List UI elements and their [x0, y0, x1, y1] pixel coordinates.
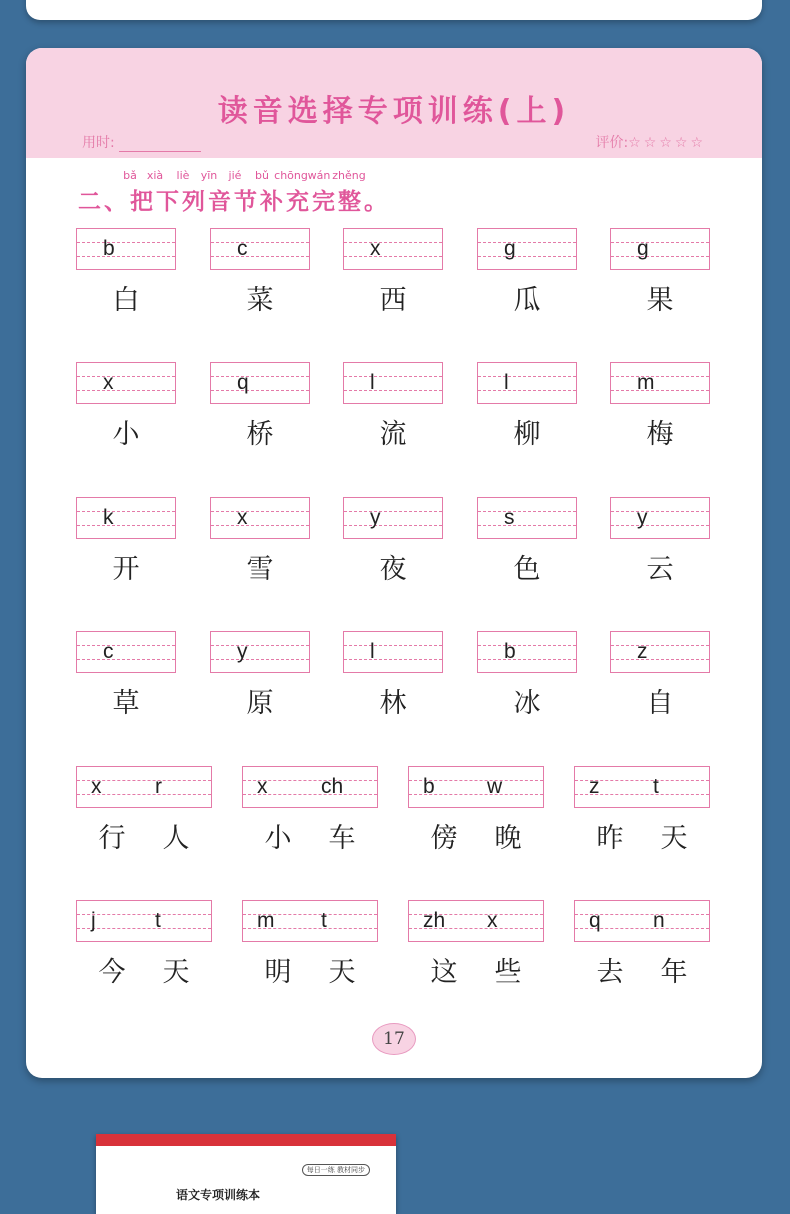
pinyin-writing-box[interactable] [610, 631, 710, 673]
chinese-character: 小 [264, 823, 292, 854]
chinese-character: 白 [112, 285, 140, 316]
syllable-initial: s [504, 506, 515, 529]
chinese-character: 桥 [246, 419, 274, 450]
chinese-character: 流 [379, 419, 407, 450]
page-number: 17 [372, 1023, 416, 1055]
writing-guide-line [344, 645, 442, 646]
chinese-character: 今 [98, 957, 126, 988]
writing-guide-line [611, 242, 709, 243]
chinese-character: 晚 [494, 823, 522, 854]
chinese-character: 去 [596, 957, 624, 988]
writing-guide-line [77, 914, 211, 915]
pinyin-writing-box[interactable] [76, 362, 176, 404]
syllable-initial: x [370, 237, 381, 260]
writing-guide-line [478, 390, 576, 391]
pinyin-writing-box[interactable] [210, 362, 310, 404]
instruction-pinyin-syllable: bǔ [255, 169, 269, 182]
chinese-character: 雪 [246, 554, 274, 585]
chinese-character: 果 [646, 285, 674, 316]
pinyin-writing-box[interactable] [574, 766, 710, 808]
rating-label: 评价: [595, 135, 629, 151]
syllable-initial: q [237, 371, 249, 394]
page-title: 读音选择专项训练(上) [217, 94, 571, 129]
chinese-character: 人 [162, 823, 190, 854]
syllable-initial: x [257, 775, 268, 798]
pinyin-writing-box[interactable] [210, 228, 310, 270]
chinese-character: 夜 [379, 554, 407, 585]
writing-guide-line [344, 256, 442, 257]
syllable-initial: j [91, 909, 96, 932]
writing-guide-line [211, 390, 309, 391]
instruction-pinyin-syllable: xià [146, 169, 164, 182]
chinese-character: 年 [660, 957, 688, 988]
pinyin-writing-box[interactable] [343, 228, 443, 270]
syllable-initial: m [637, 371, 655, 394]
pinyin-writing-box[interactable] [76, 766, 212, 808]
chinese-character: 这 [430, 957, 458, 988]
time-label: 用时: [82, 135, 115, 151]
book-cover-red-band [96, 1134, 396, 1146]
pinyin-writing-box[interactable] [477, 362, 577, 404]
writing-guide-line [478, 645, 576, 646]
writing-guide-line [344, 390, 442, 391]
writing-guide-line [77, 525, 175, 526]
book-cover-title: 语文专项训练本 [176, 1188, 261, 1202]
writing-guide-line [344, 242, 442, 243]
writing-guide-line [77, 511, 175, 512]
pinyin-writing-box[interactable] [343, 631, 443, 673]
writing-guide-line [478, 376, 576, 377]
syllable-initial: b [423, 775, 435, 798]
chinese-character: 天 [660, 823, 688, 854]
chinese-character: 些 [494, 957, 522, 988]
instruction-pinyin-syllable: liè [176, 169, 190, 182]
syllable-initial: zh [423, 909, 446, 932]
writing-guide-line [211, 511, 309, 512]
instruction-pinyin-syllable: bǎ [123, 169, 137, 182]
syllable-initial: r [155, 775, 162, 798]
chinese-character: 自 [646, 688, 674, 719]
syllable-initial: k [103, 506, 114, 529]
pinyin-writing-box[interactable] [477, 228, 577, 270]
writing-guide-line [211, 256, 309, 257]
writing-guide-line [344, 659, 442, 660]
syllable-initial: l [504, 371, 509, 394]
writing-guide-line [478, 659, 576, 660]
pinyin-writing-box[interactable] [408, 766, 544, 808]
writing-guide-line [211, 645, 309, 646]
instruction-pinyin-syllable: jié [228, 169, 242, 182]
previous-page-card [26, 0, 762, 20]
writing-guide-line [344, 525, 442, 526]
chinese-character: 昨 [596, 823, 624, 854]
chinese-character: 柳 [513, 419, 541, 450]
chinese-character: 色 [513, 554, 541, 585]
writing-guide-line [611, 256, 709, 257]
syllable-initial: n [653, 909, 665, 932]
pinyin-writing-box[interactable] [242, 766, 378, 808]
syllable-initial: y [370, 506, 381, 529]
writing-guide-line [77, 645, 175, 646]
instruction-pinyin-syllable: yīn [200, 169, 218, 182]
writing-guide-line [611, 511, 709, 512]
writing-guide-line [77, 256, 175, 257]
pinyin-writing-box[interactable] [477, 497, 577, 539]
syllable-initial: x [91, 775, 102, 798]
pinyin-writing-box[interactable] [210, 497, 310, 539]
syllable-initial: y [637, 506, 648, 529]
writing-guide-line [211, 376, 309, 377]
chinese-character: 西 [379, 285, 407, 316]
writing-guide-line [611, 376, 709, 377]
instruction-text: 二、把下列音节补充完整。 [78, 188, 390, 215]
writing-guide-line [611, 659, 709, 660]
syllable-initial: c [103, 640, 114, 663]
syllable-initial: y [237, 640, 248, 663]
instruction-pinyin-syllable: wán [307, 169, 331, 182]
writing-guide-line [211, 525, 309, 526]
syllable-initial: b [103, 237, 115, 260]
writing-guide-line [77, 242, 175, 243]
writing-guide-line [77, 390, 175, 391]
chinese-character: 林 [379, 688, 407, 719]
syllable-initial: z [589, 775, 600, 798]
chinese-character: 天 [328, 957, 356, 988]
syllable-initial: z [637, 640, 648, 663]
chinese-character: 车 [328, 823, 356, 854]
writing-guide-line [77, 928, 211, 929]
writing-guide-line [611, 525, 709, 526]
pinyin-writing-box[interactable] [76, 631, 176, 673]
chinese-character: 行 [98, 823, 126, 854]
writing-guide-line [344, 511, 442, 512]
writing-guide-line [611, 645, 709, 646]
chinese-character: 菜 [246, 285, 274, 316]
syllable-initial: t [653, 775, 659, 798]
chinese-character: 天 [162, 957, 190, 988]
chinese-character: 草 [112, 688, 140, 719]
writing-guide-line [77, 376, 175, 377]
syllable-initial: w [487, 775, 503, 798]
chinese-character: 冰 [513, 688, 541, 719]
syllable-initial: m [257, 909, 275, 932]
chinese-character: 明 [264, 957, 292, 988]
writing-guide-line [478, 242, 576, 243]
book-cover-tag: 每日一练 教材同步 [302, 1164, 370, 1176]
pinyin-writing-box[interactable] [477, 631, 577, 673]
syllable-initial: l [370, 371, 375, 394]
instruction-pinyin-syllable: zhěng [332, 169, 366, 182]
worksheet-page [26, 48, 762, 1078]
syllable-initial: g [637, 237, 649, 260]
syllable-initial: g [504, 237, 516, 260]
pinyin-writing-box[interactable] [574, 900, 710, 942]
rating-stars: ☆☆☆☆☆ [628, 135, 706, 151]
pinyin-writing-box[interactable] [210, 631, 310, 673]
chinese-character: 瓜 [513, 285, 541, 316]
syllable-initial: x [487, 909, 498, 932]
pinyin-writing-box[interactable] [610, 497, 710, 539]
pinyin-writing-box[interactable] [610, 362, 710, 404]
pinyin-writing-box[interactable] [76, 900, 212, 942]
book-cover-preview [96, 1134, 396, 1214]
writing-guide-line [611, 390, 709, 391]
chinese-character: 傍 [430, 823, 458, 854]
pinyin-writing-box[interactable] [610, 228, 710, 270]
pinyin-writing-box[interactable] [408, 900, 544, 942]
syllable-initial: x [103, 371, 114, 394]
syllable-initial: ch [321, 775, 344, 798]
chinese-character: 原 [246, 688, 274, 719]
syllable-initial: c [237, 237, 248, 260]
chinese-character: 梅 [646, 419, 674, 450]
syllable-initial: q [589, 909, 601, 932]
instruction-pinyin-syllable: chōng [274, 169, 308, 182]
syllable-initial: l [370, 640, 375, 663]
exercise-grid [26, 48, 762, 1078]
syllable-initial: b [504, 640, 516, 663]
syllable-initial: t [321, 909, 327, 932]
syllable-initial: x [237, 506, 248, 529]
writing-guide-line [77, 659, 175, 660]
writing-guide-line [344, 376, 442, 377]
pinyin-writing-box[interactable] [343, 497, 443, 539]
pinyin-writing-box[interactable] [343, 362, 443, 404]
syllable-initial: t [155, 909, 161, 932]
pinyin-writing-box[interactable] [242, 900, 378, 942]
writing-guide-line [211, 242, 309, 243]
chinese-character: 开 [112, 554, 140, 585]
writing-guide-line [478, 511, 576, 512]
writing-guide-line [211, 659, 309, 660]
writing-guide-line [478, 525, 576, 526]
pinyin-writing-box[interactable] [76, 228, 176, 270]
chinese-character: 云 [646, 554, 674, 585]
pinyin-writing-box[interactable] [76, 497, 176, 539]
writing-guide-line [478, 256, 576, 257]
chinese-character: 小 [112, 419, 140, 450]
